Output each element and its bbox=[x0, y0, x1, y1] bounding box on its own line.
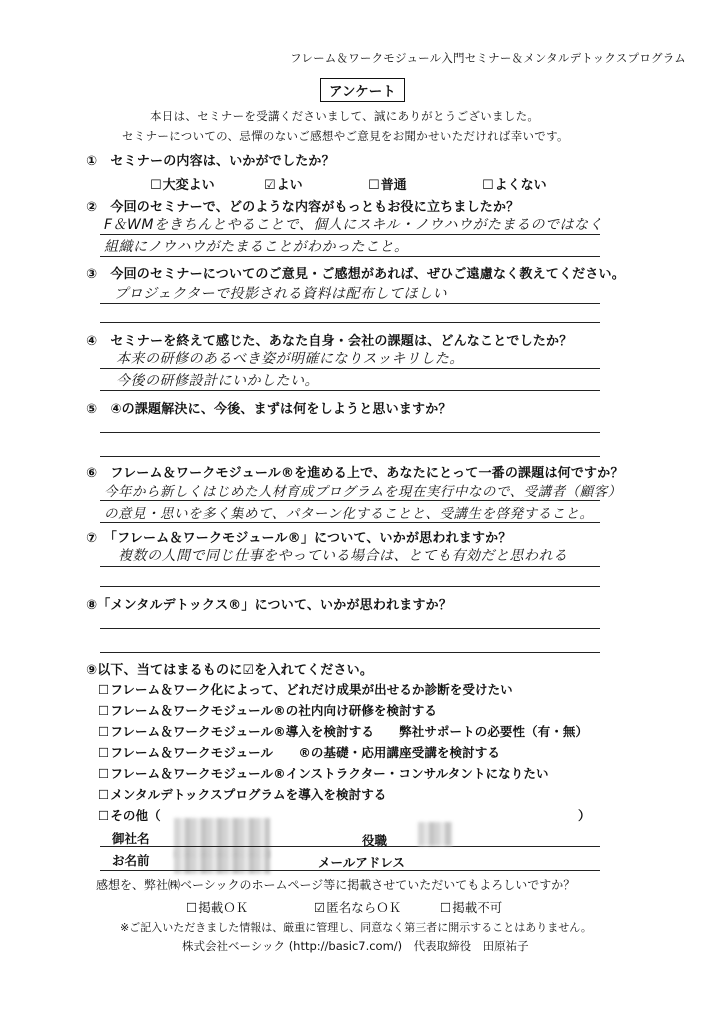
checkbox-empty-icon: ☐ bbox=[98, 766, 110, 781]
checkbox-empty-icon: ☐ bbox=[98, 724, 110, 739]
company-field-line[interactable] bbox=[100, 846, 600, 847]
intro-line-2: セミナーについての、忌憚のないご感想やご意見をお聞かせいただければ幸いです。 bbox=[122, 129, 569, 143]
question-9: ⑨以下、当てはまるものに☑を入れてください。 bbox=[86, 663, 374, 678]
q9-option-other[interactable]: ☐その他（ bbox=[98, 808, 161, 823]
publish-question: 感想を、弊社㈱ベーシックのホームページ等に掲載させていただいてもよろしいですか？ bbox=[96, 878, 576, 892]
answer-line bbox=[100, 322, 600, 323]
question-3: ③ 今回のセミナーについてのご意見・ご感想があれば、ぜひご遠慮なく教えてください。 bbox=[86, 267, 625, 282]
checkbox-empty-icon: ☐ bbox=[482, 178, 494, 193]
q1-option-good[interactable]: ☑よい bbox=[264, 178, 303, 193]
q9-option-courses[interactable]: ☐フレーム＆ワークモジュール ®の基礎・応用講座受講を検討する bbox=[98, 745, 500, 760]
answer-line bbox=[100, 432, 600, 433]
name-email-field-line[interactable] bbox=[100, 870, 600, 871]
q9-other-close-paren: ） bbox=[578, 808, 591, 823]
q6-answer-line-2: の意見・思いを多く集めて、パターン化することと、受講生を啓発すること。 bbox=[104, 506, 594, 522]
name-label: お名前 bbox=[112, 853, 150, 868]
question-4: ④ セミナーを終えて感じた、あなた自身・会社の課題は、どんなことでしたか？ bbox=[86, 334, 573, 349]
checkbox-empty-icon: ☐ bbox=[98, 808, 110, 823]
company-label: 御社名 bbox=[112, 831, 150, 846]
question-5: ⑤ ④の課題解決に、今後、まずは何をしようと思いますか？ bbox=[86, 402, 452, 417]
q4-answer-line-2: 今後の研修設計にいかしたい。 bbox=[116, 373, 319, 389]
answer-line bbox=[100, 303, 600, 304]
answer-line bbox=[100, 628, 600, 629]
checkbox-empty-icon: ☐ bbox=[98, 682, 110, 697]
q2-answer-line-2: 組織にノウハウがたまることがわかったこと。 bbox=[104, 239, 409, 255]
q9-option-introduction[interactable]: ☐フレーム＆ワークモジュール®導入を検討する 弊社サポートの必要性（有・無） bbox=[98, 724, 589, 739]
checkbox-checked-icon: ☑ bbox=[314, 900, 326, 915]
q2-answer-line-1: F＆WMをきちんとやることで、個人にスキル・ノウハウがたまるのではなく bbox=[104, 217, 604, 233]
q1-option-bad[interactable]: ☐よくない bbox=[482, 178, 547, 193]
survey-title: アンケート bbox=[320, 78, 405, 102]
q7-answer-line-1: 複数の人間で同じ仕事をやっている場合は、とても有効だと思われる bbox=[118, 548, 568, 564]
answer-line bbox=[100, 652, 600, 653]
checkbox-empty-icon: ☐ bbox=[186, 900, 198, 915]
company-signature: 株式会社ベーシック (http://basic7.com/) 代表取締役 田原祐子 bbox=[182, 939, 529, 953]
checkbox-checked-icon: ☑ bbox=[264, 178, 276, 193]
program-title: フレーム＆ワークモジュール入門セミナー＆メンタルデトックスプログラム bbox=[290, 51, 686, 65]
q9-option-diagnosis[interactable]: ☐フレーム＆ワーク化によって、どれだけ成果が出せるか診断を受けたい bbox=[98, 682, 513, 697]
checkbox-empty-icon: ☐ bbox=[150, 178, 162, 193]
publish-option-no[interactable]: ☐掲載不可 bbox=[440, 900, 503, 915]
publish-option-anonymous[interactable]: ☑匿名ならＯＫ bbox=[314, 900, 402, 915]
publish-option-ok[interactable]: ☐掲載ＯＫ bbox=[186, 900, 249, 915]
intro-line-1: 本日は、セミナーを受講くださいまして、誠にありがとうございました。 bbox=[150, 109, 540, 123]
answer-line bbox=[100, 368, 600, 369]
q9-option-instructor[interactable]: ☐フレーム＆ワークモジュール®インストラクター・コンサルタントになりたい bbox=[98, 766, 549, 781]
q3-answer-line-1: プロジェクターで投影される資料は配布してほしい bbox=[114, 286, 447, 302]
position-redacted bbox=[418, 822, 452, 846]
answer-line bbox=[100, 500, 600, 501]
checkbox-empty-icon: ☐ bbox=[98, 703, 110, 718]
question-2: ② 今回のセミナーで、どのような内容がもっともお役に立ちましたか？ bbox=[86, 200, 520, 215]
checkbox-empty-icon: ☐ bbox=[98, 745, 110, 760]
q9-option-mental-detox[interactable]: ☐メンタルデトックスプログラムを導入を検討する bbox=[98, 787, 387, 802]
answer-line bbox=[100, 390, 600, 391]
answer-line bbox=[100, 586, 600, 587]
q4-answer-line-1: 本来の研修のあるべき姿が明確になりスッキリした。 bbox=[116, 351, 464, 367]
checkbox-empty-icon: ☐ bbox=[368, 178, 380, 193]
checkbox-empty-icon: ☐ bbox=[440, 900, 452, 915]
answer-line bbox=[100, 566, 600, 567]
q1-option-average[interactable]: ☐普通 bbox=[368, 178, 407, 193]
q6-answer-line-1: 今年から新しくはじめた人材育成プログラムを現在実行中なので、受講者（顧客） bbox=[104, 484, 622, 500]
q9-option-inhouse-training[interactable]: ☐フレーム＆ワークモジュール®の社内向け研修を検討する bbox=[98, 703, 437, 718]
position-label: 役職 bbox=[362, 833, 388, 848]
answer-line bbox=[100, 456, 600, 457]
answer-line bbox=[100, 234, 600, 235]
answer-line bbox=[100, 256, 600, 257]
email-label: メールアドレス bbox=[318, 855, 405, 870]
answer-line bbox=[100, 522, 600, 523]
question-6: ⑥ フレーム＆ワークモジュール®を進める上で、あなたにとって一番の課題は何ですか？ bbox=[86, 466, 624, 481]
checkbox-empty-icon: ☐ bbox=[98, 787, 110, 802]
question-7: ⑦ 「フレーム＆ワークモジュール®」について、いかが思われますか？ bbox=[86, 531, 512, 546]
question-1: ① セミナーの内容は、いかがでしたか？ bbox=[86, 154, 335, 169]
q1-option-great[interactable]: ☐大変よい bbox=[150, 178, 215, 193]
question-8: ⑧「メンタルデトックス®」について、いかが思われますか？ bbox=[86, 598, 453, 613]
privacy-notice: ※ご記入いただきました情報は、厳重に管理し、同意なく第三者に開示することはありません。 bbox=[120, 921, 592, 934]
